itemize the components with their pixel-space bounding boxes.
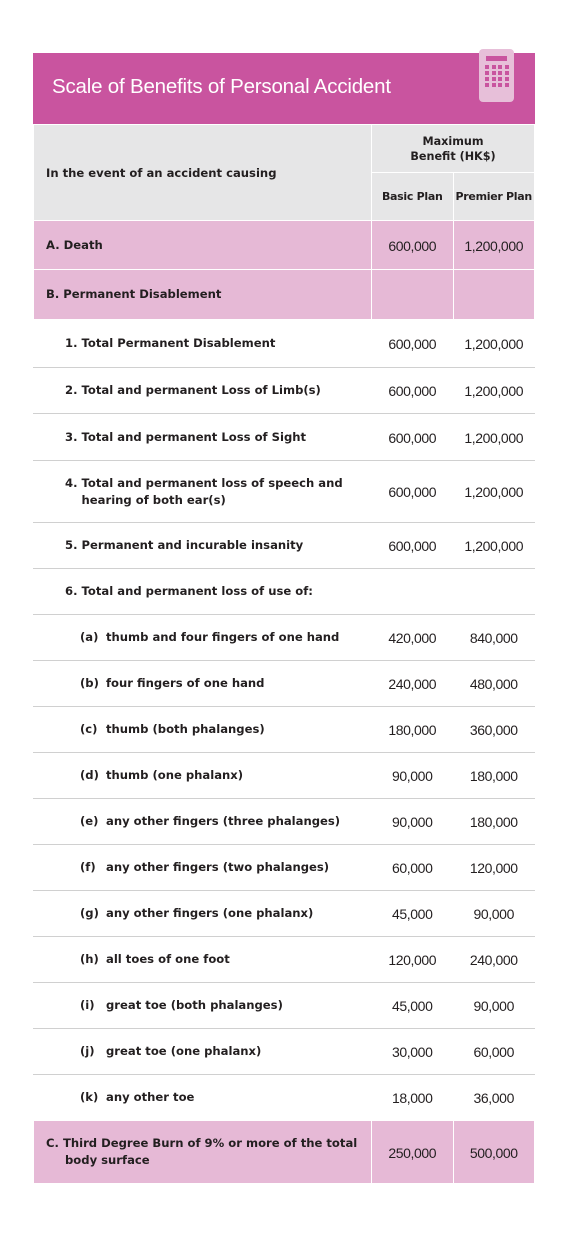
- subitem-row: [34, 891, 535, 937]
- item-basic: 600,000: [388, 484, 437, 500]
- subitem-premier: 840,000: [469, 630, 518, 646]
- item-basic: 600,000: [388, 429, 437, 446]
- item-number: 3.: [65, 429, 78, 444]
- item-row: [34, 320, 535, 368]
- section-c-row: [34, 1121, 535, 1184]
- subitem-row: [34, 707, 535, 753]
- item-label-line1: Total and permanent loss of speech and: [81, 475, 343, 490]
- subitem-key: (f): [80, 860, 96, 874]
- subitem-label: any other toe: [106, 1090, 195, 1104]
- subitem-basic: 180,000: [388, 722, 437, 738]
- subitem-premier: 90,000: [473, 998, 514, 1014]
- subitem-label: thumb (both phalanges): [106, 722, 265, 736]
- subitem-basic: 90,000: [392, 768, 433, 784]
- subitem-row: [34, 1029, 535, 1075]
- item-basic: 600,000: [388, 383, 437, 399]
- subitem-label: any other fingers (three phalanges): [106, 814, 341, 828]
- subitem-row: [34, 661, 535, 707]
- subitem-basic: 45,000: [392, 998, 433, 1014]
- subitem-key: (b): [80, 676, 99, 690]
- item-label: Permanent and incurable insanity: [81, 538, 304, 552]
- header-max-line1: Maximum: [422, 134, 484, 148]
- item-row: [34, 569, 535, 615]
- item-premier: 1,200,000: [464, 484, 524, 500]
- subitem-row: [34, 1075, 535, 1121]
- subitem-basic: 30,000: [392, 1044, 433, 1060]
- section-c-label-line2: body surface: [65, 1153, 150, 1167]
- item-row: [34, 368, 535, 414]
- subitem-premier: 120,000: [469, 860, 518, 876]
- subitem-key: (g): [80, 906, 99, 920]
- subitem-row: [34, 799, 535, 845]
- section-c-label: [34, 1135, 371, 1169]
- subitem-key: (d): [80, 768, 99, 782]
- subitem-key: (e): [80, 814, 99, 828]
- item-row: [34, 523, 535, 569]
- subitem-premier: 90,000: [473, 906, 514, 922]
- page-title: Scale of Benefits of Personal Accident: [52, 75, 391, 98]
- subitem-label: all toes of one foot: [106, 952, 230, 966]
- item-number: 6.: [65, 584, 78, 598]
- subitem-row: [34, 753, 535, 799]
- section-c-premier: 500,000: [469, 1144, 518, 1161]
- subitem-premier: 480,000: [469, 676, 518, 692]
- item-premier: 1,200,000: [464, 429, 524, 446]
- subitem-label: thumb (one phalanx): [106, 768, 244, 782]
- subitem-premier: 360,000: [469, 722, 518, 738]
- subitem-basic: 60,000: [392, 860, 433, 876]
- subitem-label: any other fingers (two phalanges): [106, 860, 330, 874]
- subitem-key: (k): [80, 1090, 99, 1104]
- section-b-row: [34, 270, 535, 320]
- subitem-row: [34, 615, 535, 661]
- section-b-label: B. Permanent Disablement: [46, 287, 222, 301]
- title-banner: [33, 53, 535, 124]
- item-premier: 1,200,000: [464, 383, 524, 399]
- item-row: [34, 461, 535, 523]
- section-a-premier: 1,200,000: [464, 237, 524, 254]
- subitem-key: (h): [80, 952, 99, 966]
- item-basic: 600,000: [388, 336, 437, 352]
- subitem-key: (j): [80, 1044, 95, 1058]
- header-row: [34, 125, 535, 173]
- subitem-row: [34, 937, 535, 983]
- item-label-line2: hearing of both ear(s): [81, 492, 226, 507]
- section-a-row: [34, 221, 535, 270]
- section-c-label-line1: C. Third Degree Burn of 9% or more of the total: [46, 1136, 358, 1150]
- subitem-label: great toe (one phalanx): [106, 1044, 262, 1058]
- item-label: Total and permanent loss of use of:: [81, 584, 313, 598]
- subitem-row: [34, 845, 535, 891]
- subitem-basic: 120,000: [388, 952, 437, 968]
- section-a-label: A. Death: [46, 237, 103, 252]
- section-c-basic: 250,000: [388, 1144, 437, 1161]
- item-label: Total Permanent Disablement: [81, 336, 276, 350]
- subitem-row: [34, 983, 535, 1029]
- subitem-label: four fingers of one hand: [106, 676, 265, 690]
- subitem-basic: 18,000: [392, 1090, 433, 1106]
- item-row: [34, 414, 535, 461]
- subitem-basic: 240,000: [388, 676, 437, 692]
- item-number: 5.: [65, 538, 78, 552]
- section-a-basic: 600,000: [388, 237, 437, 254]
- header-caption: In the event of an accident causing: [46, 165, 277, 180]
- subitem-basic: 420,000: [388, 630, 437, 646]
- header-caption-cell: [34, 125, 372, 221]
- subitem-key: (c): [80, 722, 98, 736]
- header-max-cell: [372, 125, 535, 173]
- calculator-icon: [479, 49, 514, 102]
- item-label: Total and permanent Loss of Limb(s): [81, 383, 321, 397]
- subitem-premier: 60,000: [473, 1044, 514, 1060]
- item-premier: 1,200,000: [464, 336, 524, 352]
- subitem-label: great toe (both phalanges): [106, 998, 283, 1012]
- subitem-premier: 180,000: [469, 768, 518, 784]
- benefits-table: [33, 124, 535, 1184]
- subitem-premier: 36,000: [473, 1090, 514, 1106]
- item-number: 4.: [65, 475, 78, 490]
- item-number: 2.: [65, 383, 78, 397]
- item-basic: 600,000: [388, 538, 437, 554]
- item-premier: 1,200,000: [464, 538, 524, 554]
- header-premier: Premier Plan: [453, 173, 535, 221]
- subitem-basic: 45,000: [392, 906, 433, 922]
- subitem-key: (i): [80, 998, 95, 1012]
- item-number: 1.: [65, 336, 78, 350]
- item-label: Total and permanent Loss of Sight: [81, 429, 307, 444]
- header-basic: Basic Plan: [372, 173, 454, 221]
- benefits-card: [33, 53, 535, 1184]
- header-max-line2: Benefit (HK$): [410, 149, 496, 163]
- subitem-label: any other fingers (one phalanx): [106, 906, 314, 920]
- subitem-basic: 90,000: [392, 814, 433, 830]
- subitem-premier: 240,000: [469, 952, 518, 968]
- subitem-premier: 180,000: [469, 814, 518, 830]
- subitem-key: (a): [80, 630, 99, 644]
- subitem-label: thumb and four fingers of one hand: [106, 630, 340, 644]
